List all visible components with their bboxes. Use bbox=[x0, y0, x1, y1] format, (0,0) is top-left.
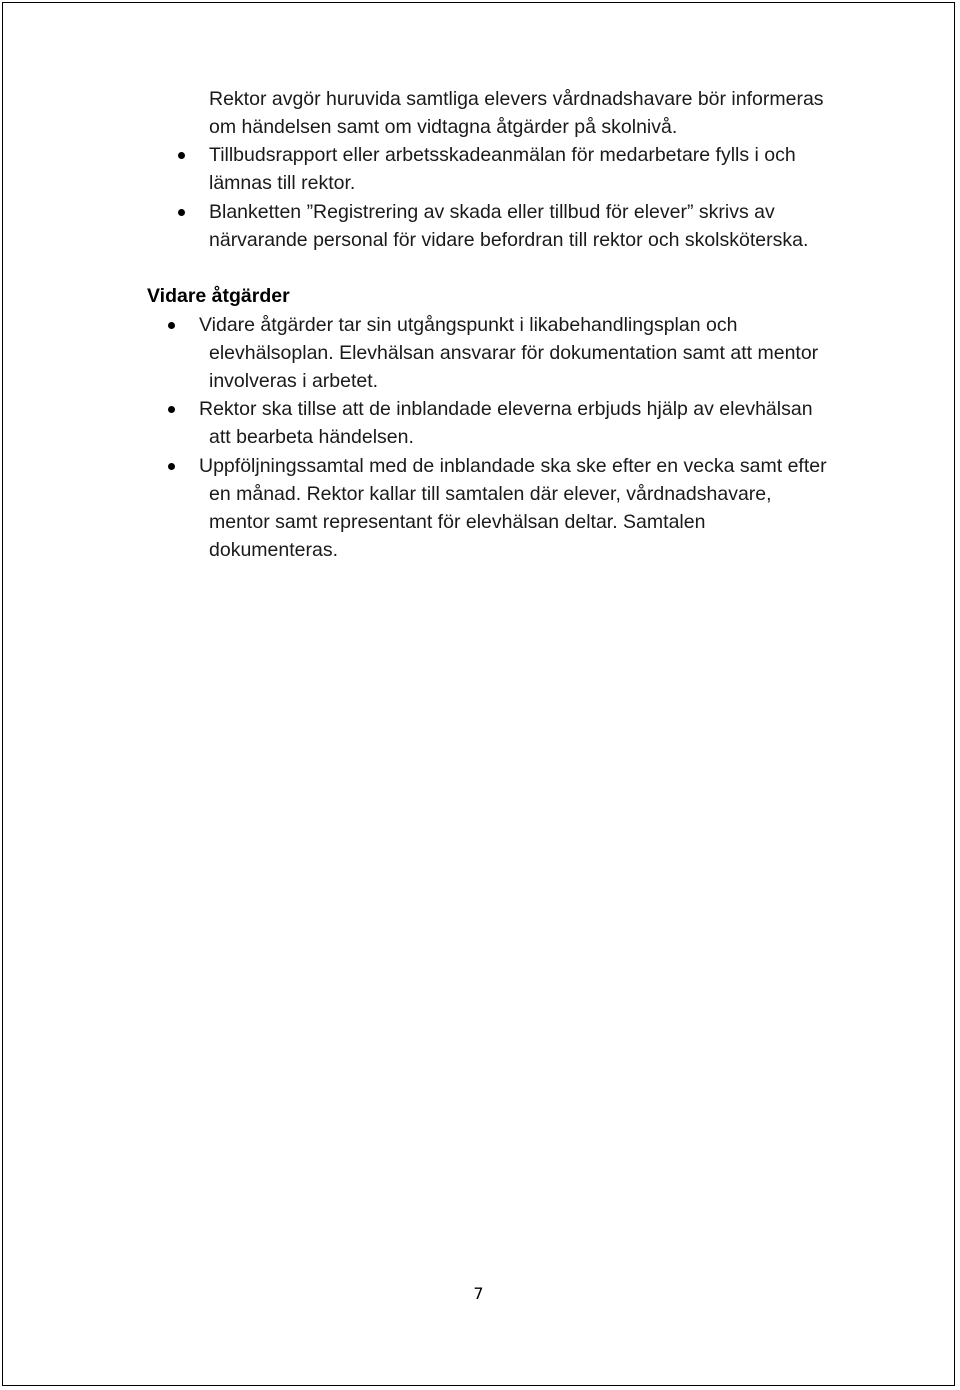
bullet-icon bbox=[178, 209, 185, 216]
list2-item-1-line-3: involveras i arbetet. bbox=[209, 370, 379, 392]
list1-item-2-line-1: Blanketten ”Registrering av skada eller tillbud för elever” skrivs av bbox=[209, 201, 775, 223]
list1-item-1-line-2: lämnas till rektor. bbox=[209, 172, 356, 194]
list2-item-3-line-2: en månad. Rektor kallar till samtalen där elever, vårdnadshavare, bbox=[209, 483, 772, 505]
bullet-icon bbox=[178, 152, 185, 159]
list1-item-1-line-1: Tillbudsrapport eller arbetsskadeanmälan för medarbetare fylls i och bbox=[209, 144, 796, 166]
bullet-icon bbox=[168, 322, 175, 329]
list2-item-3-line-4: dokumenteras. bbox=[209, 539, 338, 561]
page-number: 7 bbox=[473, 1284, 484, 1303]
bullet-icon bbox=[168, 406, 175, 413]
list1-item-2-line-2: närvarande personal för vidare befordran till rektor och skolsköterska. bbox=[209, 229, 809, 251]
list2-item-3-line-3: mentor samt representant för elevhälsan deltar. Samtalen bbox=[209, 511, 706, 533]
list2-item-2-line-2: att bearbeta händelsen. bbox=[209, 426, 414, 448]
list2-item-2-line-1: Rektor ska tillse att de inblandade eleverna erbjuds hjälp av elevhälsan bbox=[199, 398, 813, 420]
intro-line-2: om händelsen samt om vidtagna åtgärder på skolnivå. bbox=[209, 116, 678, 138]
document-page bbox=[2, 2, 955, 1386]
bullet-icon bbox=[168, 463, 175, 470]
list2-item-1-line-2: elevhälsoplan. Elevhälsan ansvarar för dokumentation samt att mentor bbox=[209, 342, 819, 364]
intro-line-1: Rektor avgör huruvida samtliga elevers vårdnadshavare bör informeras bbox=[209, 88, 824, 110]
list2-item-3-line-1: Uppföljningssamtal med de inblandade ska ske efter en vecka samt efter bbox=[199, 455, 827, 477]
list2-item-1-line-1: Vidare åtgärder tar sin utgångspunkt i likabehandlingsplan och bbox=[199, 314, 738, 336]
section-heading: Vidare åtgärder bbox=[147, 285, 290, 307]
